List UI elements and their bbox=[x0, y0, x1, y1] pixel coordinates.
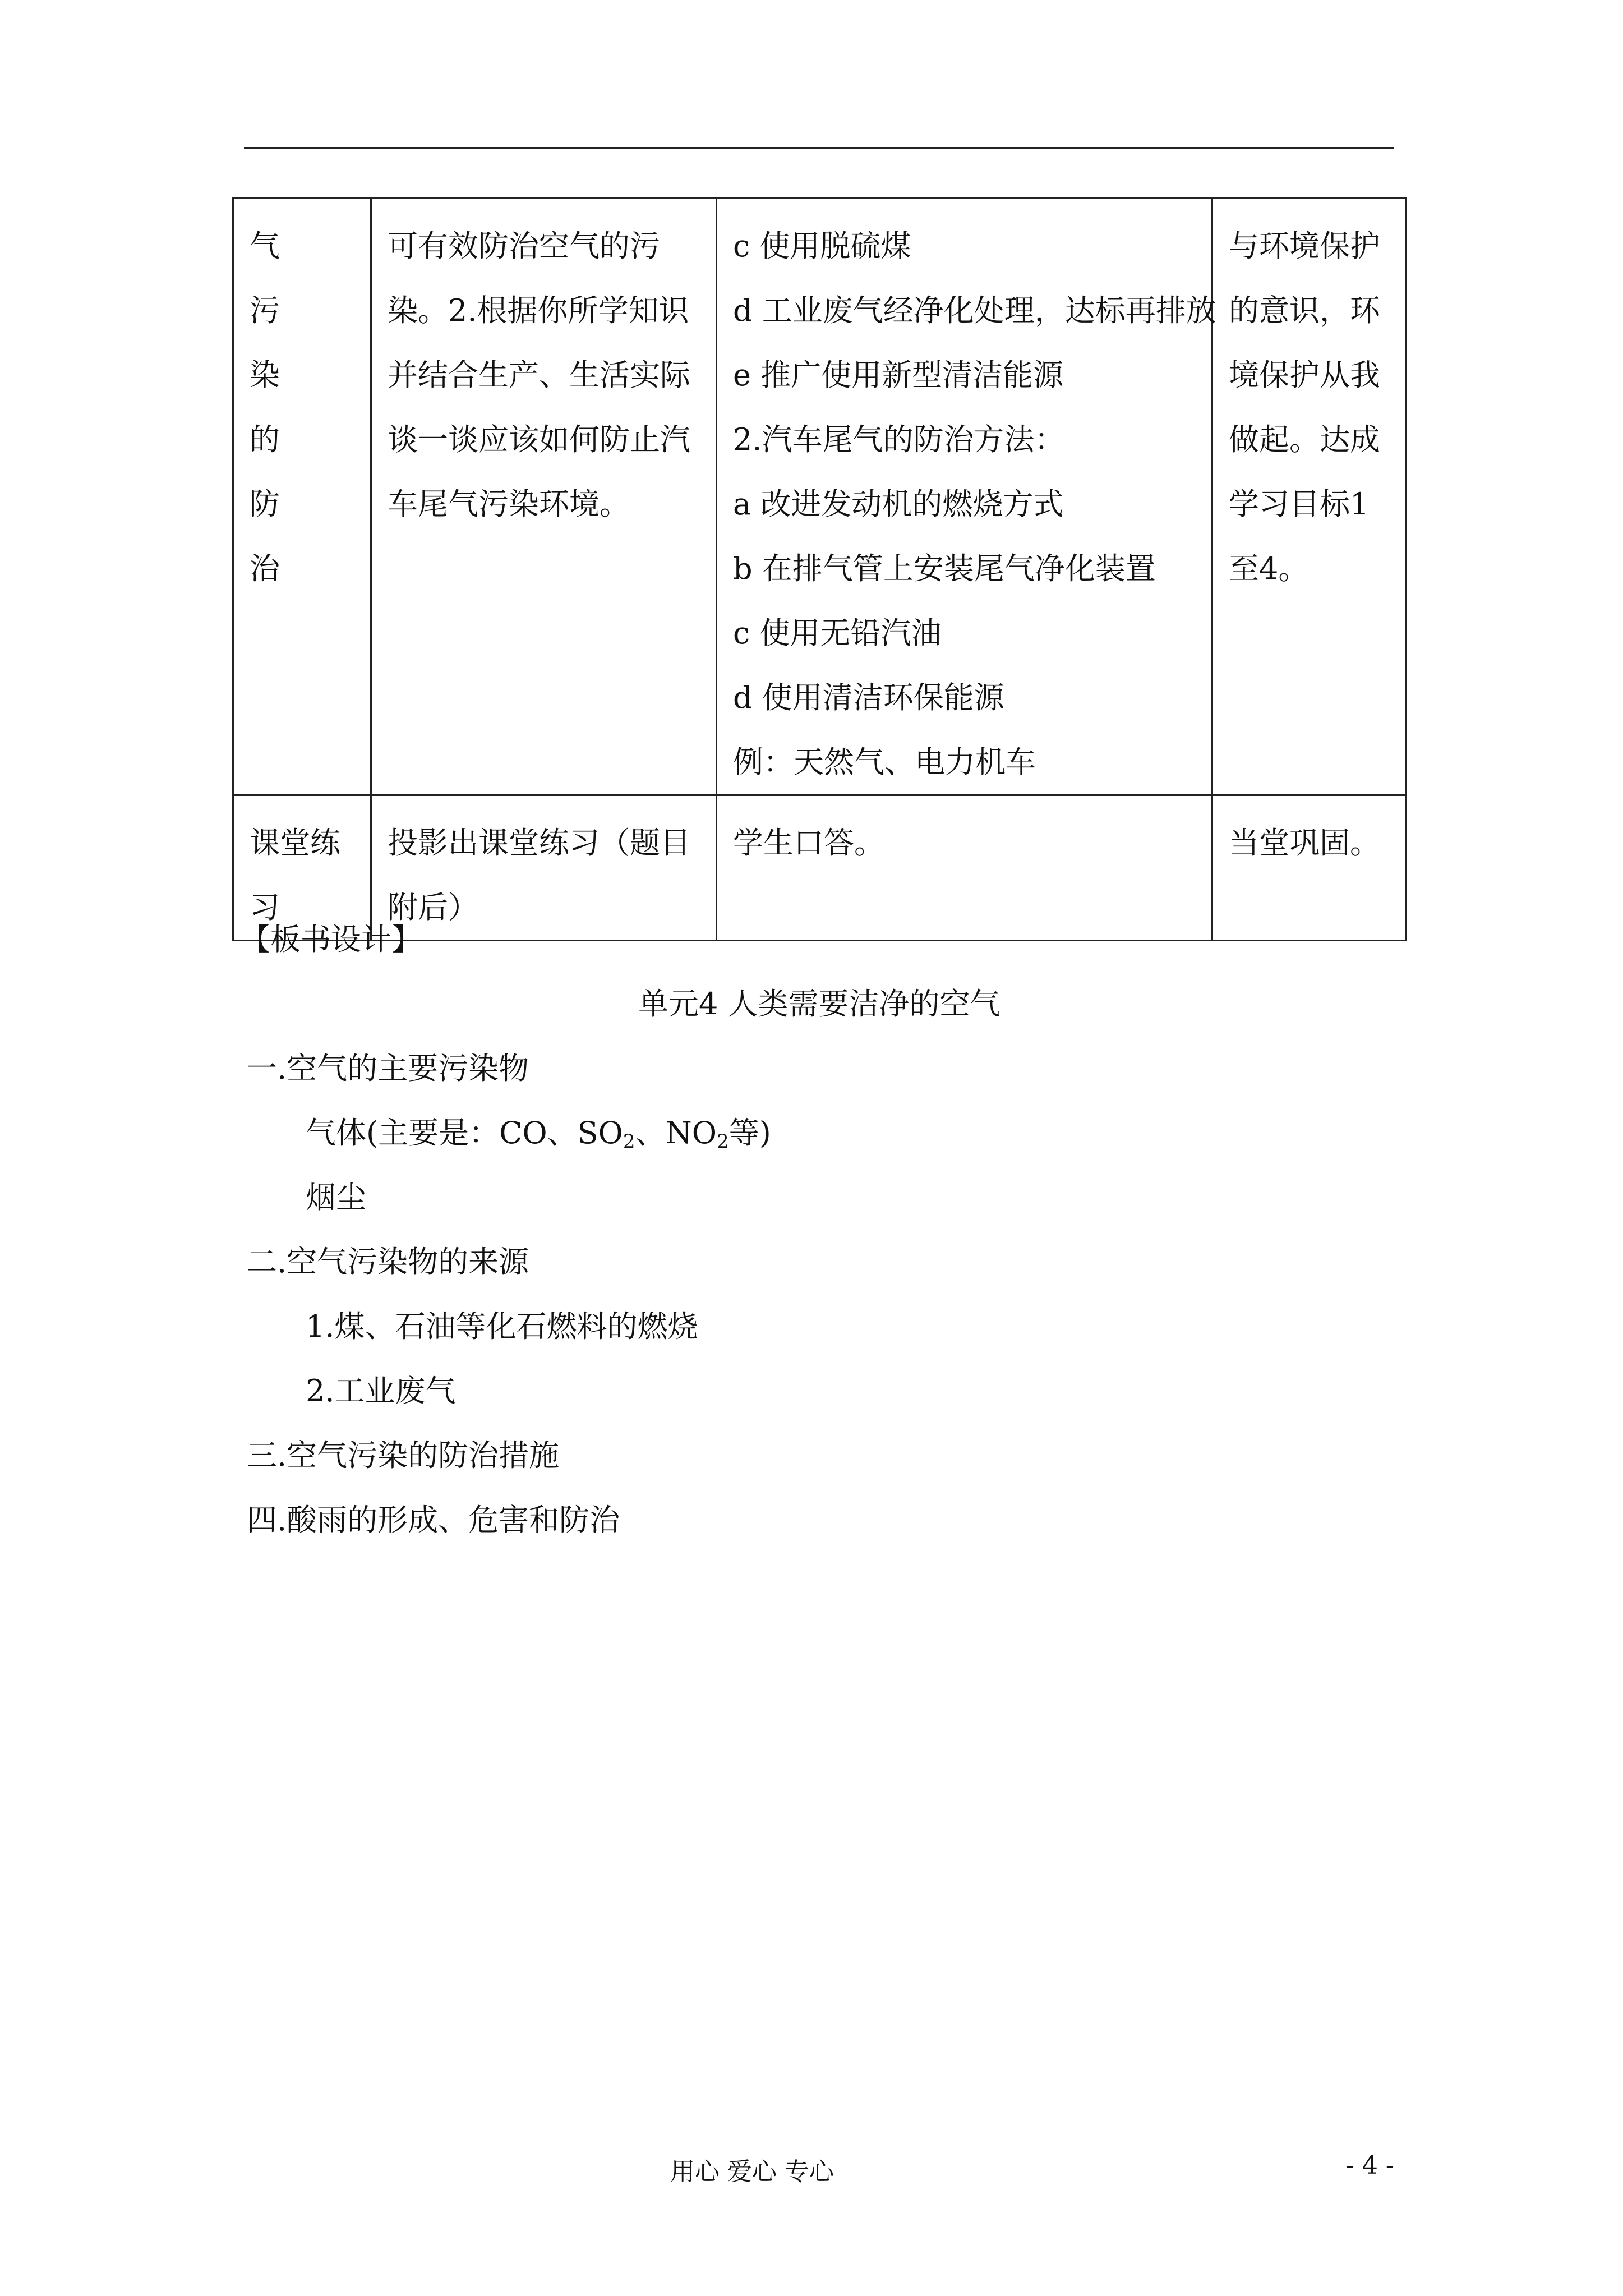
board-section-3: 三.空气污染的防治措施 bbox=[247, 1438, 560, 1473]
table-cell-topic: 气 污 染 的 防 治 bbox=[233, 199, 371, 795]
board-section-2: 二.空气污染物的来源 bbox=[247, 1244, 529, 1280]
table-row bbox=[233, 795, 1407, 941]
board-item-2-1: 1.煤、石油等化石燃料的燃烧 bbox=[306, 1309, 698, 1344]
page-number: - 4 - bbox=[1346, 2151, 1394, 2180]
table-row bbox=[233, 199, 1407, 795]
board-section-4: 四.酸雨的形成、危害和防治 bbox=[247, 1502, 620, 1538]
board-title: 单元4 人类需要洁净的空气 bbox=[638, 986, 1000, 1022]
table-cell-student-activity: c 使用脱硫煤 d 工业废气经净化处理，达标再排放 e 推广使用新型清洁能源 2.汽车尾气的防治方法： a 改进发动机的燃烧方式 b 在排气管上安装尾气净化装置 c 使用无铅汽油 d 使用清洁环保能源 例：天然气、电力机车 bbox=[717, 199, 1212, 795]
board-dust-line: 烟尘 bbox=[306, 1180, 366, 1215]
table-cell-student-activity: 学生口答。 bbox=[717, 795, 1212, 941]
table-cell-teacher-activity: 投影出课堂练习（题目附后） bbox=[371, 795, 717, 941]
board-item-2-2: 2.工业废气 bbox=[306, 1373, 456, 1409]
footer-motto: 用心 爱心 专心 bbox=[670, 2157, 834, 2186]
table-cell-topic: 课堂练习 bbox=[233, 795, 371, 941]
table-cell-design-intent: 当堂巩固。 bbox=[1212, 795, 1407, 941]
board-design-heading: 【板书设计】 bbox=[240, 922, 422, 957]
lesson-table bbox=[232, 197, 1407, 941]
table-cell-teacher-activity: 可有效防治空气的污染。2.根据你所学知识并结合生产、生活实际谈一谈应该如何防止汽车尾气污染环境。 bbox=[371, 199, 717, 795]
board-gas-line: 气体(主要是：CO、$SO_2$、$NO_2$等) bbox=[306, 1115, 771, 1153]
header-rule bbox=[244, 147, 1394, 149]
table-cell-design-intent: 与环境保护的意识，环境保护从我做起。达成学习目标1至4。 bbox=[1212, 199, 1407, 795]
board-section-1: 一.空气的主要污染物 bbox=[247, 1051, 529, 1086]
